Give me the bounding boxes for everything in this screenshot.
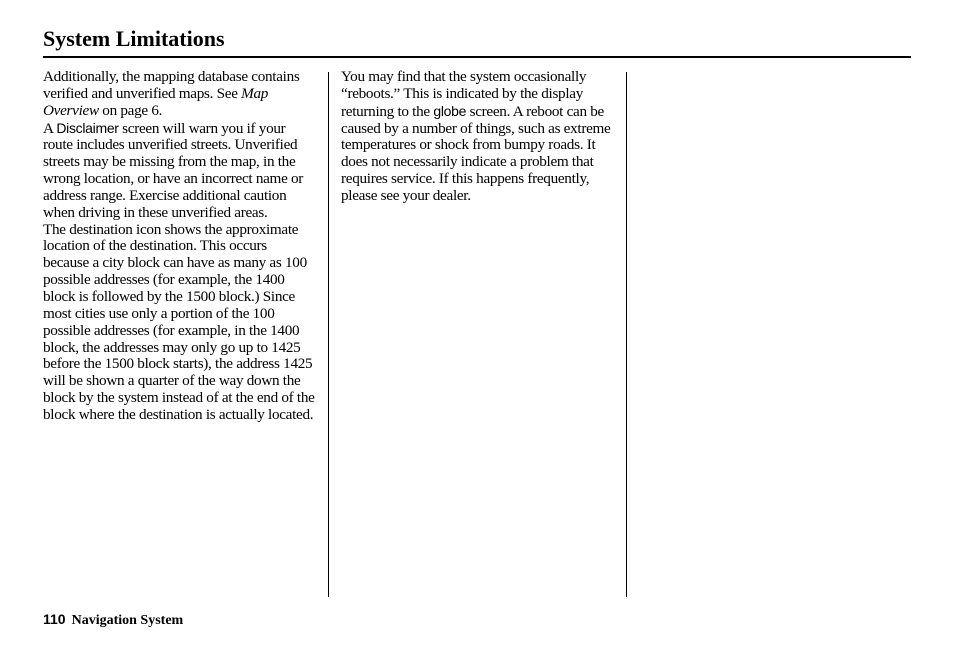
paragraph-text: screen. A reboot can be caused by a number of things, such as extreme temperatures or shock from bumpy roads. It does not necessarily indicate a problem that requires service. If this happens frequently, please see your dealer.	[341, 102, 611, 204]
paragraph-text: A	[43, 119, 57, 137]
column-divider	[626, 72, 627, 597]
paragraph-reboots	[341, 69, 613, 205]
page-footer	[43, 610, 183, 630]
map-overview-reference: Map Overview	[43, 84, 269, 119]
page-title: System Limitations	[43, 26, 225, 51]
title-divider	[43, 56, 911, 58]
paragraph-disclaimer	[43, 120, 315, 222]
page-number: 110	[43, 611, 66, 627]
column-divider	[328, 72, 329, 597]
paragraph-destination-icon: The destination icon shows the approximate location of the destination. This occurs because a city block can have as many as 100 possible addresses (for example, the 1400 block is followed by the 1500 block.) Since most cities use only a portion of the 100 possible addresses (for example, in the 1400 block, the addresses may only go up to 1425 before the 1500 block starts), the address 1425 will be shown a quarter of the way down the block by the system instead of at the end of the block where the destination is actually located.	[43, 220, 315, 423]
paragraph-text: Additionally, the mapping database contains verified and unverified maps. See	[43, 68, 300, 102]
footer-section-title: Navigation System	[71, 613, 184, 628]
paragraph-text: screen will warn you if your route includes unverified streets. Unverified streets may be missing from the map, in the wrong location, or have an incorrect name or address range. Exercise additional caution when driving in these unverified areas.	[43, 119, 304, 221]
paragraph-text: You may find that the system occasionally “reboots.” This is indicated by the display returning to the	[341, 68, 587, 120]
disclaimer-screen-name: Disclaimer	[56, 119, 119, 136]
text-column-2	[341, 69, 613, 205]
paragraph-text: on page 6.	[98, 101, 163, 119]
globe-screen-name: globe	[433, 102, 467, 119]
text-column-1	[43, 69, 315, 424]
paragraph-map-database	[43, 69, 315, 120]
